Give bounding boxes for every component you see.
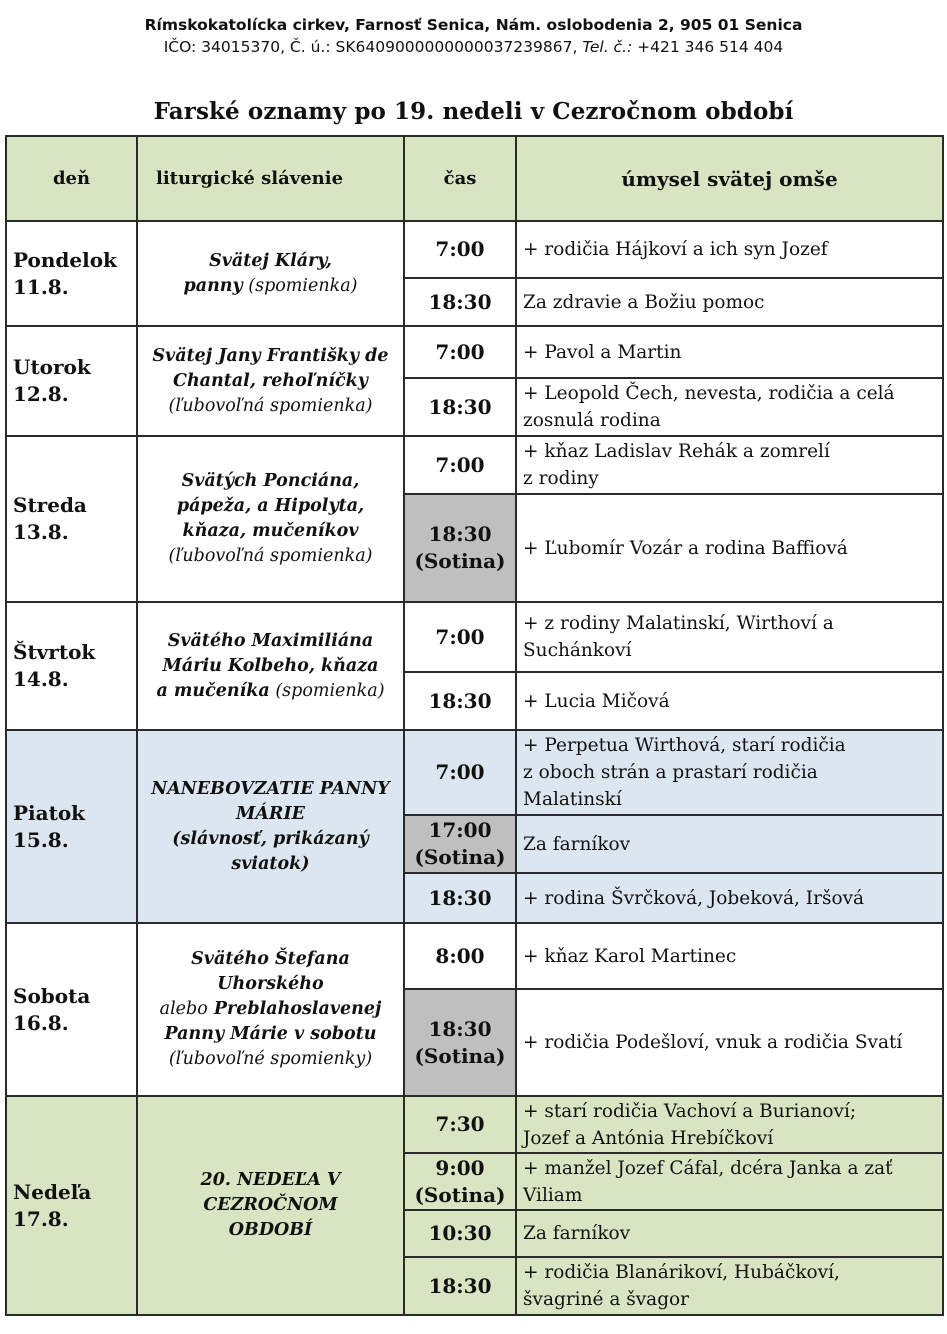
table-row bbox=[6, 923, 943, 989]
intention-cell bbox=[516, 326, 943, 378]
liturgy-line: panny bbox=[183, 275, 243, 296]
liturgy-line: Svätej Kláry, bbox=[209, 250, 332, 271]
table-row bbox=[6, 436, 943, 494]
table-row bbox=[6, 221, 943, 278]
liturgy-rank: (ľubovoľné spomienky) bbox=[168, 1049, 373, 1069]
intention-cell bbox=[516, 602, 943, 672]
day-name: Streda bbox=[13, 493, 87, 517]
day-date: 11.8. bbox=[13, 274, 69, 299]
day-date: 17.8. bbox=[13, 1206, 69, 1231]
table-row bbox=[6, 602, 943, 672]
day-date: 12.8. bbox=[13, 382, 69, 406]
mass-time: 8:00 bbox=[435, 943, 485, 968]
intention-text: + Lucia Mičová bbox=[523, 690, 670, 712]
mass-time: 18:30 bbox=[428, 522, 492, 546]
phone-number: +421 346 514 404 bbox=[632, 38, 784, 56]
table-header-row bbox=[6, 136, 943, 221]
liturgy-line: Svätého Štefana bbox=[191, 949, 350, 969]
intention-cell bbox=[516, 923, 943, 989]
intention-text: + starí rodičia Vachoví a Burianoví; bbox=[523, 1100, 857, 1122]
liturgy-line: Svätého Maximiliána bbox=[167, 630, 374, 651]
time-cell bbox=[404, 1096, 516, 1153]
time-cell bbox=[404, 873, 516, 923]
day-name: Piatok bbox=[13, 800, 86, 825]
intention-text: z rodiny bbox=[523, 468, 599, 489]
phone-label: Tel. č.: bbox=[582, 38, 633, 56]
mass-time: 18:30 bbox=[428, 1016, 492, 1041]
day-date: 16.8. bbox=[13, 1010, 69, 1035]
intention-cell bbox=[516, 1153, 943, 1210]
liturgy-line: Chantal, rehoľníčky bbox=[173, 370, 368, 391]
day-cell bbox=[6, 730, 137, 923]
liturgy-rank: (ľubovoľná spomienka) bbox=[168, 395, 373, 416]
parish-address: Rímskokatolícka cirkev, Farnosť Senica, Nám. oslobodenia 2, 905 01 Senica bbox=[144, 16, 803, 34]
table-row bbox=[6, 1096, 943, 1153]
liturgy-line: (slávnosť, prikázaný bbox=[172, 828, 369, 849]
time-cell bbox=[404, 1153, 516, 1210]
mass-time: 18:30 bbox=[428, 688, 492, 713]
liturgy-line: Máriu Kolbeho, kňaza bbox=[162, 655, 379, 676]
time-cell bbox=[404, 221, 516, 278]
liturgy-cell bbox=[137, 1096, 404, 1315]
intention-text: + kňaz Ladislav Rehák a zomrelí bbox=[523, 441, 830, 462]
time-cell bbox=[404, 1210, 516, 1257]
mass-time: 18:30 bbox=[428, 289, 492, 314]
intention-text: Viliam bbox=[523, 1184, 583, 1206]
parish-header bbox=[0, 14, 947, 58]
intention-cell bbox=[516, 494, 943, 602]
mass-time: 7:00 bbox=[435, 452, 485, 477]
intention-cell bbox=[516, 672, 943, 730]
col-header-intention: úmysel svätej omše bbox=[516, 136, 943, 221]
day-name: Štvrtok bbox=[13, 640, 96, 664]
intention-text: + Leopold Čech, nevesta, rodičia a celá bbox=[523, 383, 895, 404]
intention-text: + manžel Jozef Cáfal, dcéra Janka a zať bbox=[523, 1157, 893, 1179]
time-cell-sotina bbox=[404, 989, 516, 1096]
day-cell bbox=[6, 923, 137, 1096]
liturgy-line: pápeža, a Hipolyta, bbox=[176, 496, 365, 516]
liturgy-cell bbox=[137, 923, 404, 1096]
liturgy-line: OBDOBÍ bbox=[228, 1220, 313, 1240]
liturgy-cell bbox=[137, 326, 404, 436]
intention-cell bbox=[516, 221, 943, 278]
day-name: Sobota bbox=[13, 983, 91, 1008]
liturgy-cell bbox=[137, 436, 404, 602]
liturgy-line: Preblahoslavenej bbox=[207, 999, 382, 1019]
intention-text: + rodičia Blanárikoví, Hubáčkoví, bbox=[523, 1262, 840, 1283]
mass-time: 7:00 bbox=[435, 237, 485, 261]
time-cell bbox=[404, 378, 516, 436]
intention-text: + Perpetua Wirthová, starí rodičia bbox=[523, 735, 846, 756]
liturgy-cell bbox=[137, 221, 404, 326]
intention-text: zosnulá rodina bbox=[523, 410, 661, 431]
mass-time: 9:00 bbox=[435, 1155, 485, 1180]
intention-cell bbox=[516, 730, 943, 815]
day-name: Pondelok bbox=[13, 247, 117, 272]
mass-time: 18:30 bbox=[428, 1273, 492, 1298]
day-name: Utorok bbox=[13, 355, 91, 379]
intention-cell bbox=[516, 278, 943, 326]
liturgy-line: Uhorského bbox=[217, 974, 324, 994]
mass-time: 10:30 bbox=[428, 1221, 492, 1245]
liturgy-line: NANEBOVZATIE PANNY bbox=[151, 778, 390, 799]
intention-text: Jozef a Antónia Hrebíčkoví bbox=[523, 1127, 774, 1149]
mass-time: 18:30 bbox=[428, 394, 492, 419]
col-header-time: čas bbox=[404, 136, 516, 221]
page-title: Farské oznamy po 19. nedeli v Cezročnom období bbox=[153, 98, 794, 125]
time-cell bbox=[404, 436, 516, 494]
liturgy-line: Svätej Jany Františky de bbox=[152, 345, 389, 366]
day-cell bbox=[6, 1096, 137, 1315]
sotina-note: (Sotina) bbox=[414, 1182, 506, 1207]
mass-time: 17:00 bbox=[428, 818, 492, 842]
sotina-note: (Sotina) bbox=[414, 549, 506, 573]
intention-text: + z rodiny Malatinskí, Wirthoví a bbox=[523, 613, 834, 634]
time-cell bbox=[404, 923, 516, 989]
mass-time: 7:30 bbox=[435, 1112, 485, 1136]
liturgy-line: sviatok) bbox=[231, 853, 310, 874]
time-cell bbox=[404, 278, 516, 326]
intention-text: + Ľubomír Vozár a rodina Baffiová bbox=[523, 537, 848, 559]
liturgy-cell bbox=[137, 602, 404, 730]
time-cell bbox=[404, 326, 516, 378]
intention-cell bbox=[516, 989, 943, 1096]
table-row bbox=[6, 326, 943, 378]
parish-contact bbox=[0, 36, 947, 58]
intention-text: Suchánkoví bbox=[523, 640, 632, 661]
intention-text: Za farníkov bbox=[523, 1223, 631, 1244]
liturgy-rank: (spomienka) bbox=[269, 680, 385, 701]
day-cell bbox=[6, 436, 137, 602]
intention-cell bbox=[516, 873, 943, 923]
intention-text: + kňaz Karol Martinec bbox=[523, 945, 737, 967]
time-cell-sotina bbox=[404, 494, 516, 602]
liturgy-line: Panny Márie v sobotu bbox=[164, 1024, 377, 1044]
intention-text: Za farníkov bbox=[523, 833, 631, 855]
intention-text: švagriné a švagor bbox=[523, 1289, 690, 1310]
time-cell bbox=[404, 730, 516, 815]
day-date: 14.8. bbox=[13, 667, 69, 691]
intention-text: Malatinskí bbox=[523, 789, 622, 810]
intention-text: + rodina Švrčková, Jobeková, Iršová bbox=[523, 887, 865, 909]
intention-cell bbox=[516, 1096, 943, 1153]
day-cell bbox=[6, 221, 137, 326]
time-cell bbox=[404, 672, 516, 730]
time-cell bbox=[404, 602, 516, 672]
mass-time: 7:00 bbox=[435, 624, 485, 649]
table-row bbox=[6, 730, 943, 815]
sotina-note: (Sotina) bbox=[414, 1043, 506, 1068]
col-header-day: deň bbox=[6, 136, 137, 221]
col-header-liturgy: liturgické slávenie bbox=[137, 136, 404, 221]
schedule-table bbox=[5, 135, 944, 1316]
liturgy-cell bbox=[137, 730, 404, 923]
intention-text: + rodičia Hájkoví a ich syn Jozef bbox=[523, 239, 828, 260]
liturgy-line: kňaza, mučeníkov bbox=[182, 521, 359, 541]
time-cell-sotina bbox=[404, 815, 516, 873]
liturgy-rank: (spomienka) bbox=[242, 275, 358, 296]
liturgy-rank: (ľubovoľná spomienka) bbox=[168, 546, 373, 566]
intention-cell bbox=[516, 815, 943, 873]
intention-cell bbox=[516, 378, 943, 436]
mass-time: 7:00 bbox=[435, 760, 485, 784]
day-cell bbox=[6, 602, 137, 730]
day-cell bbox=[6, 326, 137, 436]
mass-time: 18:30 bbox=[428, 885, 492, 910]
day-date: 13.8. bbox=[13, 520, 69, 544]
intention-cell bbox=[516, 436, 943, 494]
intention-text: + Pavol a Martin bbox=[523, 341, 682, 363]
day-date: 15.8. bbox=[13, 827, 69, 852]
intention-cell bbox=[516, 1257, 943, 1315]
time-cell bbox=[404, 1257, 516, 1315]
mass-time: 7:00 bbox=[435, 339, 485, 364]
parish-ids: IČO: 34015370, Č. ú.: SK6409000000000037239867, bbox=[163, 38, 583, 56]
intention-text: + rodičia Podešloví, vnuk a rodičia Svatí bbox=[523, 1032, 903, 1053]
liturgy-line: MÁRIE bbox=[235, 803, 306, 824]
intention-text: Za zdravie a Božiu pomoc bbox=[523, 291, 765, 313]
liturgy-line: Svätých Ponciána, bbox=[181, 471, 360, 491]
sotina-note: (Sotina) bbox=[414, 845, 506, 869]
liturgy-line: a mučeníka bbox=[156, 680, 270, 701]
intention-cell bbox=[516, 1210, 943, 1257]
intention-text: z oboch strán a prastarí rodičia bbox=[523, 762, 818, 783]
liturgy-line: alebo bbox=[159, 999, 208, 1019]
day-name: Nedeľa bbox=[13, 1179, 92, 1204]
liturgy-line: 20. NEDEĽA V CEZROČNOM bbox=[200, 1170, 341, 1215]
